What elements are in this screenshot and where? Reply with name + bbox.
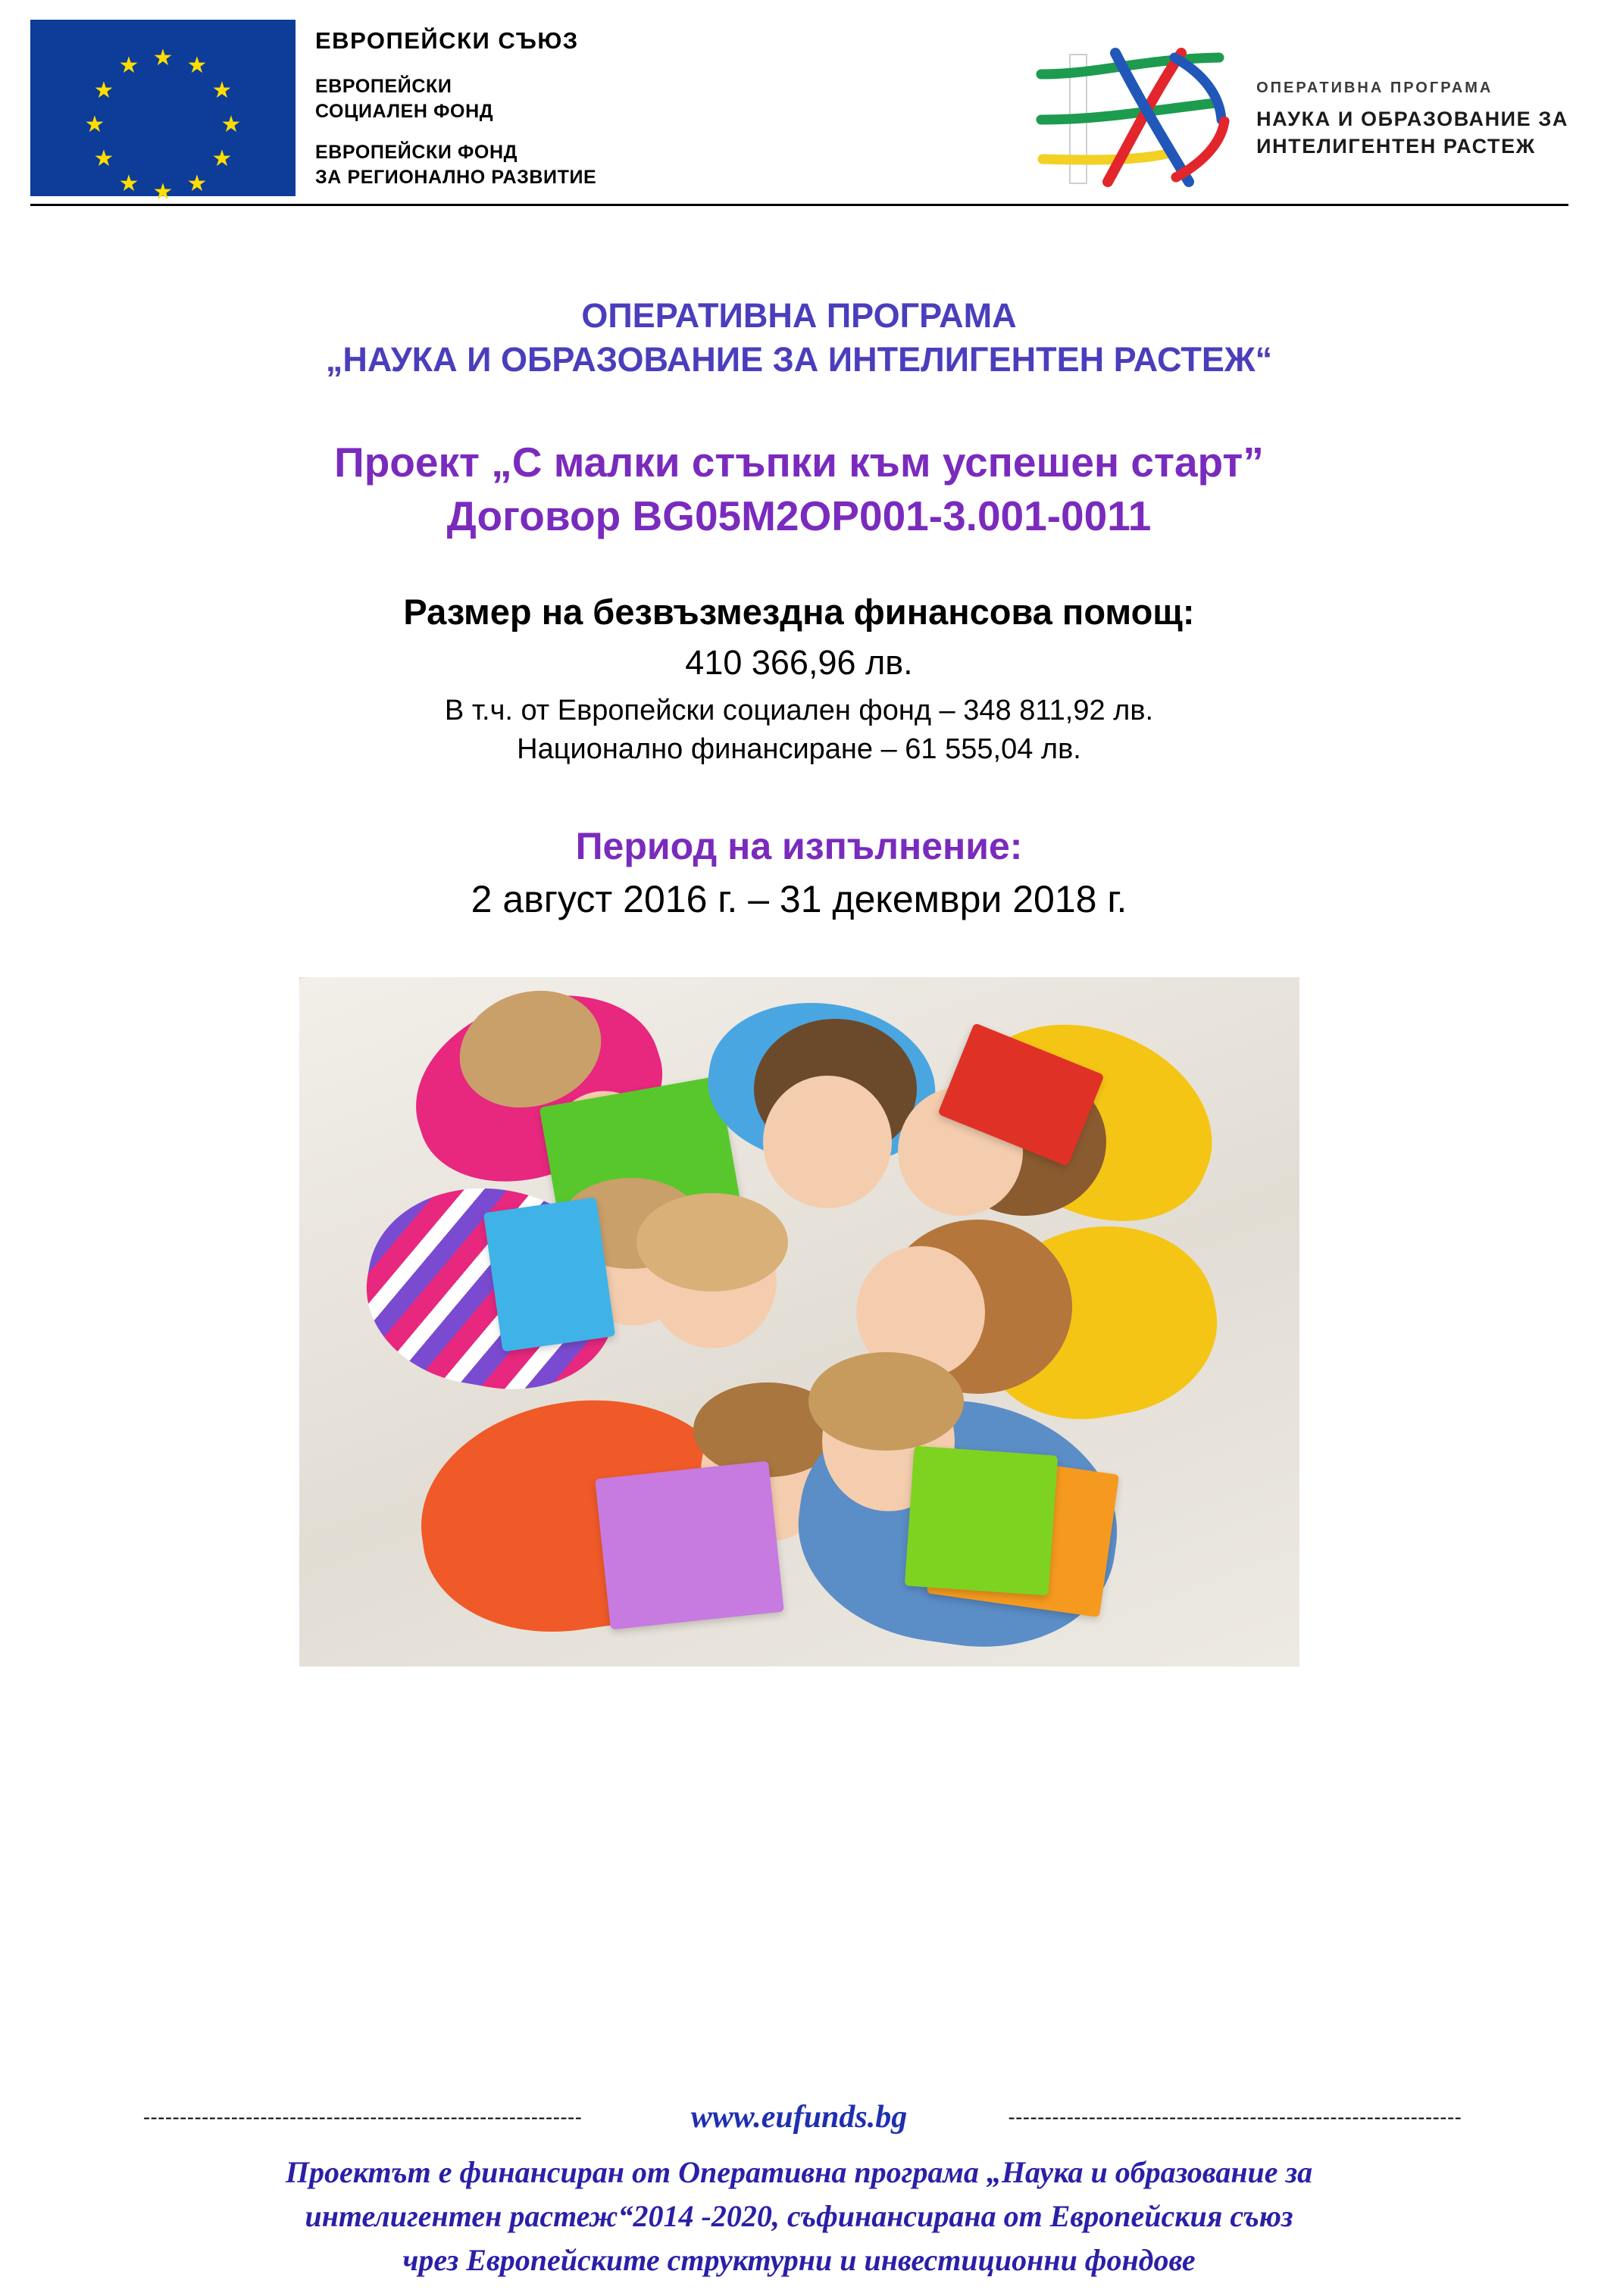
book-purple — [595, 1460, 784, 1629]
dashes-right: -------------------------------------------------------------- — [1008, 2106, 1462, 2128]
op-logo-block — [1026, 20, 1568, 191]
eu-star: ★ — [186, 53, 208, 78]
grant-detail — [45, 692, 1553, 770]
project-title — [45, 436, 1553, 542]
eu-esf-line1: ЕВРОПЕЙСКИ — [315, 76, 452, 97]
eu-star: ★ — [118, 53, 139, 78]
kid-hair-blonde-3 — [808, 1352, 964, 1451]
eu-star: ★ — [220, 112, 242, 137]
grant-label: Размер на безвъзмездна финансова помощ: — [403, 591, 1195, 632]
document-footer — [0, 2099, 1598, 2282]
footer-note-line2: интелигентен растеж“2014 -2020, съфинансирана от Европейския съюз — [305, 2199, 1293, 2233]
eu-erdf-line1: ЕВРОПЕЙСКИ ФОНД — [315, 142, 518, 163]
eu-title: ЕВРОПЕЙСКИ СЪЮЗ — [315, 27, 579, 54]
project-name: Проект „С малки стъпки към успешен старт” — [334, 439, 1264, 486]
eu-star: ★ — [93, 78, 114, 103]
grant-national-line: Национално финансиране – 61 555,04 лв. — [517, 733, 1081, 766]
op-big-line2: ИНТЕЛИГЕНТЕН РАСТЕЖ — [1256, 135, 1536, 158]
header-inner — [30, 20, 1568, 205]
op-big-line1: НАУКА И ОБРАЗОВАНИЕ ЗА — [1256, 107, 1568, 130]
period-value: 2 август 2016 г. – 31 декември 2018 г. — [471, 877, 1127, 920]
op-text-block — [1256, 78, 1568, 161]
book-green-2 — [904, 1445, 1057, 1595]
document-body — [0, 294, 1598, 1667]
eu-star: ★ — [211, 146, 233, 171]
eu-emblem-block — [30, 20, 597, 205]
footer-funding-note — [0, 2151, 1598, 2282]
kid-hair-light — [636, 1193, 788, 1292]
dashes-left: ------------------------------------------------------------ — [143, 2106, 583, 2128]
eu-star: ★ — [186, 171, 208, 196]
eu-text-block — [315, 20, 596, 189]
footer-note-line1: Проектът е финансиран от Оперативна програма „Наука и образование за — [285, 2155, 1313, 2189]
document-header — [0, 0, 1598, 227]
footer-note-line3: чрез Европейските структурни и инвестиционни фондове — [402, 2243, 1196, 2277]
children-photo — [299, 977, 1299, 1667]
eu-esf-line2: СОЦИАЛЕН ФОНД — [315, 100, 494, 122]
contract-number: Договор BG05M2OP001-3.001-0011 — [446, 492, 1152, 539]
op-programme-heading-line2: „НАУКА И ОБРАЗОВАНИЕ ЗА ИНТЕЛИГЕНТЕН РАСТЕЖ“ — [325, 339, 1273, 379]
header-divider — [30, 204, 1568, 206]
spacer — [315, 123, 596, 140]
eu-star: ★ — [211, 78, 233, 103]
eu-star: ★ — [152, 45, 174, 70]
footer-link-row — [0, 2099, 1598, 2135]
op-programme-heading — [45, 294, 1553, 381]
eu-star: ★ — [84, 112, 105, 137]
kid-face — [763, 1076, 892, 1208]
op-science-education-logo-icon — [1026, 47, 1238, 191]
grant-amount: 410 366,96 лв. — [685, 642, 913, 682]
eu-flag-icon — [30, 20, 296, 205]
eu-erdf-line2: ЗА РЕГИОНАЛНО РАЗВИТИЕ — [315, 166, 597, 188]
op-small-label: ОПЕРАТИВНА ПРОГРАМА — [1256, 79, 1493, 96]
book-blue — [483, 1197, 614, 1351]
eu-star: ★ — [152, 180, 174, 205]
eufunds-link[interactable]: www.eufunds.bg — [690, 2100, 908, 2135]
eu-star: ★ — [93, 146, 114, 171]
grant-esf-line: В т.ч. от Европейски социален фонд – 348 811,92 лв. — [444, 694, 1154, 726]
eu-star: ★ — [118, 171, 139, 196]
period-label: Период на изпълнение: — [575, 824, 1023, 867]
op-programme-heading-line1: ОПЕРАТИВНА ПРОГРАМА — [581, 296, 1017, 335]
